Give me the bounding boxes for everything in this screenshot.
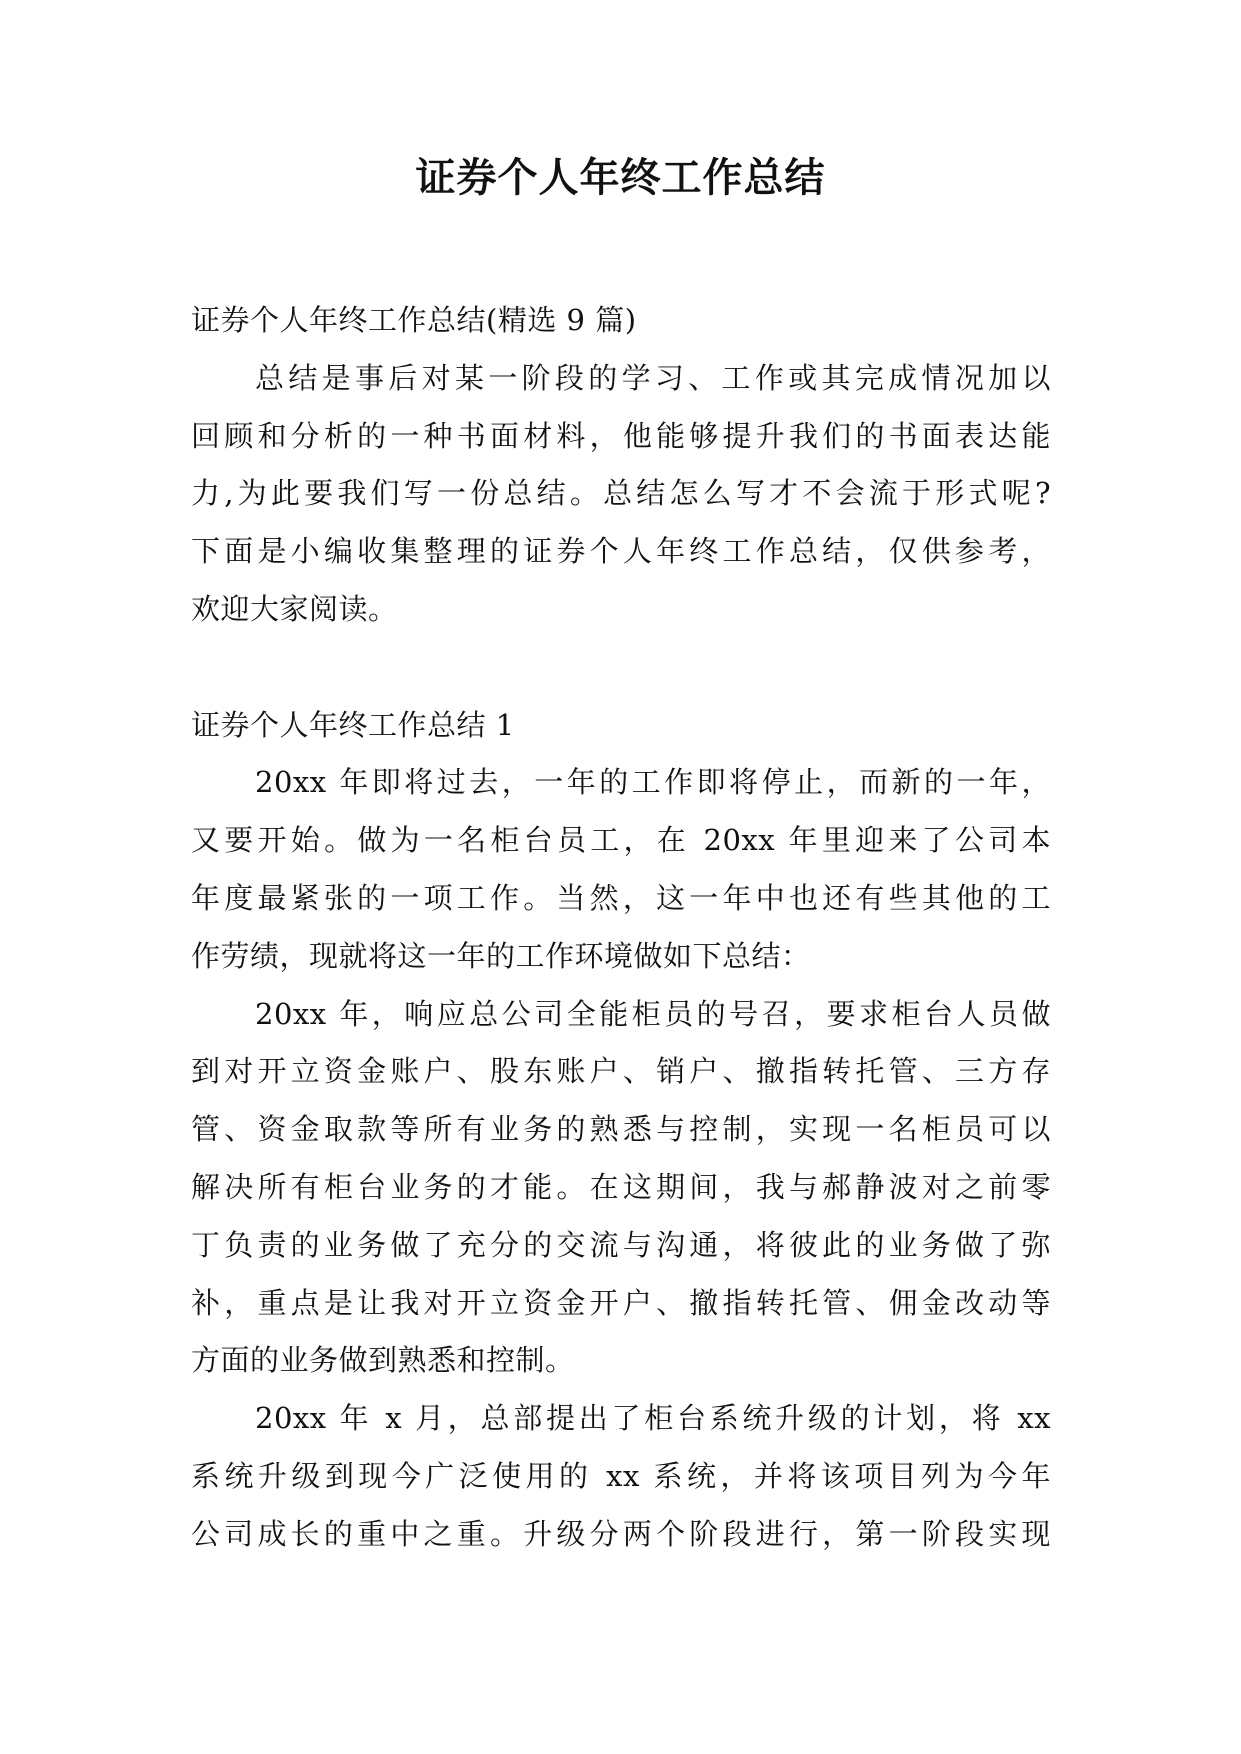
intro-line: 欢迎大家阅读。 (191, 591, 398, 626)
paragraph-gap (191, 639, 1051, 697)
paragraph-line: 管、资金取款等所有业务的熟悉与控制，实现一名柜员可以 (191, 1112, 1051, 1147)
section-heading: 证券个人年终工作总结 1 (191, 707, 515, 742)
paragraph-line: 到对开立资金账户、股东账户、销户、撤指转托管、三方存 (191, 1054, 1051, 1089)
intro-line: 总结是事后对某一阶段的学习、工作或其完成情况加以 (255, 360, 1051, 395)
paragraph-line: 解决所有柜台业务的才能。在这期间，我与郝静波对之前零 (191, 1169, 1051, 1204)
paragraph-line: 系统升级到现今广泛使用的 xx 系统，并将该项目列为今年 (191, 1458, 1051, 1493)
paragraph-line: 20xx 年，响应总公司全能柜员的号召，要求柜台人员做 (255, 996, 1051, 1031)
intro-line: 力,为此要我们写一份总结。总结怎么写才不会流于形式呢? (191, 476, 1051, 511)
paragraph-line: 20xx 年 x 月，总部提出了柜台系统升级的计划，将 xx (255, 1401, 1051, 1436)
paragraph-line: 丁负责的业务做了充分的交流与沟通，将彼此的业务做了弥 (191, 1227, 1051, 1262)
paragraph-line: 20xx 年即将过去，一年的工作即将停止，而新的一年， (255, 765, 1051, 800)
paragraph-line: 作劳绩，现就将这一年的工作环境做如下总结： (191, 938, 811, 973)
intro-line: 回顾和分析的一种书面材料，他能够提升我们的书面表达能 (191, 418, 1051, 453)
paragraph-line: 年度最紧张的一项工作。当然，这一年中也还有些其他的工 (191, 880, 1051, 915)
paragraph-line: 补，重点是让我对开立资金开户、撤指转托管、佣金改动等 (191, 1285, 1051, 1320)
document-title: 证券个人年终工作总结 (415, 155, 826, 201)
paragraph-line: 公司成长的重中之重。升级分两个阶段进行，第一阶段实现 (191, 1516, 1051, 1551)
subtitle: 证券个人年终工作总结(精选 9 篇) (191, 303, 637, 337)
paragraph-line: 方面的业务做到熟悉和控制。 (191, 1343, 575, 1378)
document-body (191, 292, 1051, 1564)
paragraph-line: 又要开始。做为一名柜台员工，在 20xx 年里迎来了公司本 (191, 823, 1051, 858)
intro-line: 下面是小编收集整理的证券个人年终工作总结，仅供参考， (191, 534, 1051, 569)
